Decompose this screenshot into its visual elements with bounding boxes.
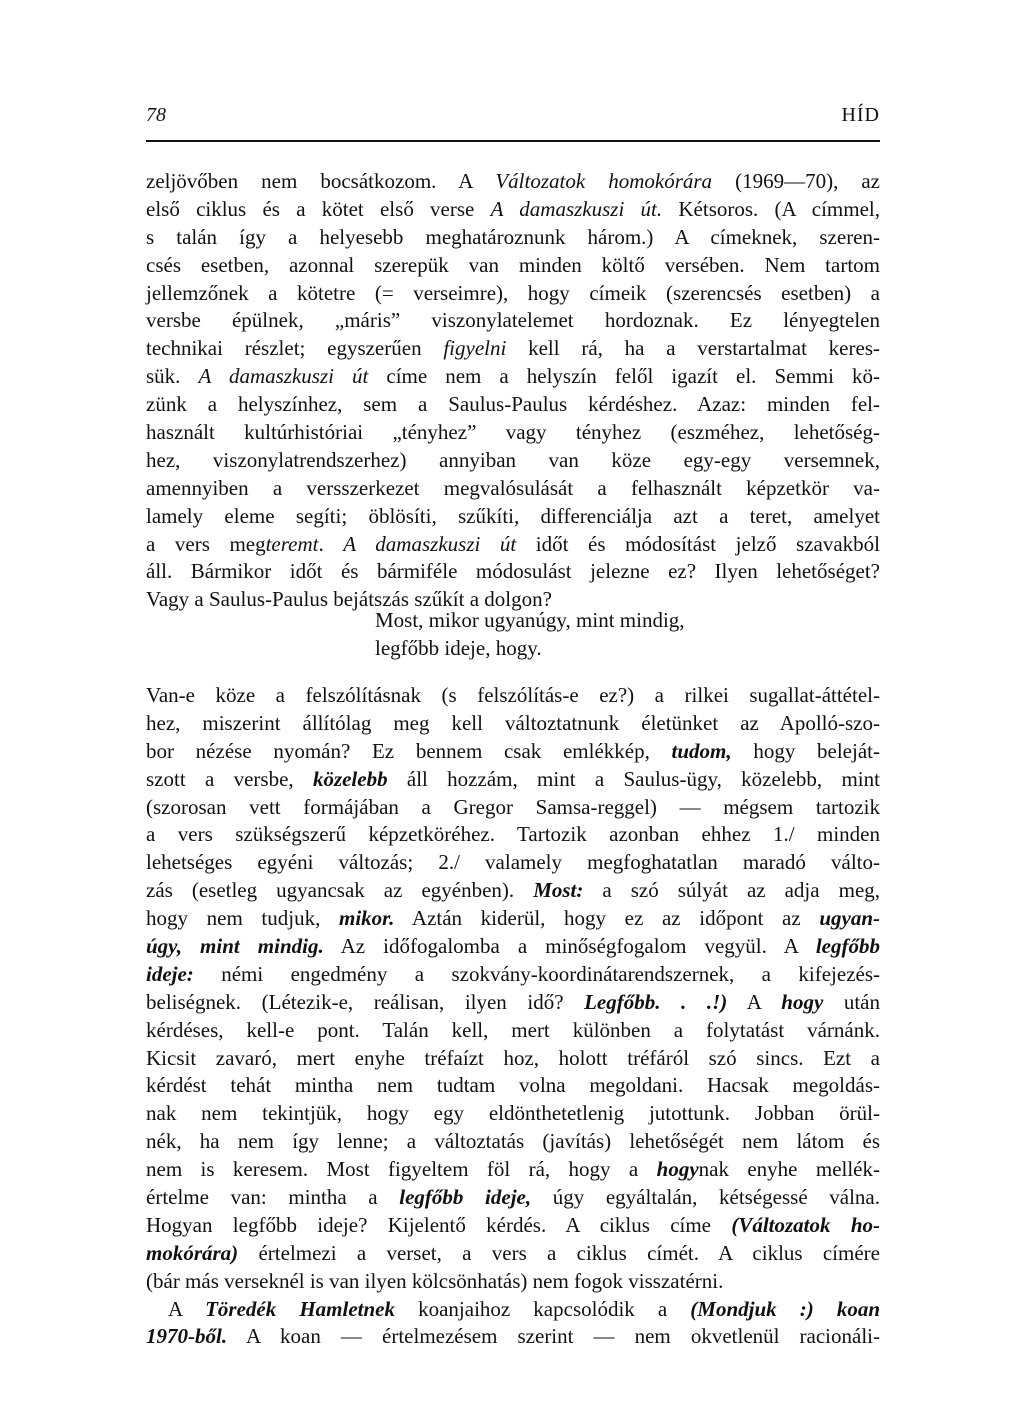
verse-line: legfőbb ideje, hogy.	[375, 635, 542, 660]
text-line	[146, 905, 880, 933]
text-run: (szorosan vett formájában a Gregor Samsa-reggel) — mégsem tartozik	[146, 794, 880, 819]
emphasized-text: figyelni	[443, 336, 507, 361]
text-run: címe nem a helyszín felől igazít el. Semmi kö-	[368, 364, 880, 389]
text-line	[146, 558, 880, 586]
text-run: Az időfogalomba a minőségfogalom vegyül. A	[323, 934, 816, 959]
text-run: a vers meg	[146, 531, 266, 556]
text-run: Vagy a Saulus-Paulus bejátszás szűkít a dolgon?	[146, 587, 552, 612]
text-line	[146, 196, 880, 224]
text-run: lehetséges egyéni változás; 2./ valamely megfoghatatlan maradó válto-	[146, 850, 880, 875]
text-run: után	[823, 989, 881, 1014]
text-run: némi engedmény a szokvány-koordinátarendszernek, a kifejezés-	[193, 961, 880, 986]
text-run: koanjaihoz kapcsolódik a	[395, 1296, 691, 1321]
text-line	[146, 710, 880, 738]
text-run: nak nem tekintjük, hogy egy eldönthetetlenig jutottunk. Jobban örül-	[146, 1101, 880, 1126]
text-line	[146, 1240, 880, 1268]
text-run: A	[168, 1296, 206, 1321]
text-line	[146, 794, 880, 822]
page-number: 78	[146, 104, 166, 126]
emphasized-text: mokórára)	[146, 1240, 239, 1265]
emphasized-text: legfőbb	[815, 934, 880, 959]
text-line	[146, 849, 880, 877]
text-line	[146, 280, 880, 308]
text-run: zeljövőben nem bocsátkozom. A	[146, 169, 496, 193]
text-line	[146, 1323, 880, 1351]
emphasized-text: (Változatok ho-	[731, 1212, 880, 1237]
paragraph-1	[146, 168, 880, 614]
text-run: hez, miszerint állítólag meg kell változtatnunk életünket az Apolló-szo-	[146, 710, 880, 735]
paragraph-2	[146, 682, 880, 1351]
emphasized-text: tudom,	[671, 738, 732, 763]
emphasized-text: mikor.	[338, 906, 395, 931]
text-run: beliségnek. (Létezik-e, reálisan, ilyen idő?	[146, 989, 585, 1014]
text-run: áll hozzám, mint a Saulus-ügy, közelebb, mint	[387, 766, 880, 791]
text-line	[146, 1296, 880, 1324]
page-header	[146, 104, 880, 140]
verse-quote	[375, 606, 875, 662]
emphasized-text: közelebb	[312, 766, 388, 791]
emphasized-text: (Mondjuk :) koan	[690, 1296, 880, 1321]
text-run: technikai részlet; egyszerűen	[146, 336, 444, 361]
emphasized-text: úgy, mint mindig.	[146, 934, 324, 959]
header-rule	[146, 140, 880, 142]
text-line	[146, 168, 880, 196]
text-run: a szó súlyát az adja meg,	[583, 878, 881, 903]
text-run: Kicsit zavaró, mert enyhe tréfaízt hoz, holott tréfáról szó sincs. Ezt a	[146, 1045, 880, 1070]
text-line	[146, 1184, 880, 1212]
emphasized-text: A damaszkuszi út.	[490, 196, 663, 221]
emphasized-text: Változatok homokórára	[495, 169, 713, 193]
emphasized-text: A damaszkuszi út	[198, 364, 369, 389]
text-run: kérdést tehát mintha nem tudtam volna megoldani. Hacsak megoldás-	[146, 1073, 880, 1098]
text-line	[146, 503, 880, 531]
text-line	[146, 738, 880, 766]
text-run: első ciklus és a kötet első verse	[146, 196, 491, 221]
text-run: kell rá, ha a verstartalmat keres-	[506, 336, 880, 361]
text-line	[146, 766, 880, 794]
text-line	[146, 307, 880, 335]
text-run: s talán így a helyesebb meghatároznunk három.) A címeknek, szeren-	[146, 224, 880, 249]
text-run: sük.	[146, 364, 199, 389]
text-line	[146, 224, 880, 252]
verse-line: Most, mikor ugyanúgy, mint mindig,	[375, 608, 685, 632]
emphasized-text: hogy	[781, 989, 824, 1014]
text-line	[146, 989, 880, 1017]
emphasized-text: Most:	[533, 878, 584, 903]
text-run: amennyiben a versszerkezet megvalósulását a felhasznált képzetkör va-	[146, 475, 880, 500]
text-run: jellemzőnek a kötetre (= verseimre), hogy címeik (szerencsés esetben) a	[146, 280, 880, 305]
text-run: zünk a helyszínhez, sem a Saulus-Paulus kérdéshez. Azaz: minden fel-	[146, 392, 880, 417]
text-run: csés esetben, azonnal szerepük van minden költő versében. Nem tartom	[146, 252, 880, 277]
text-run: szott a versbe,	[146, 766, 313, 791]
text-run: kérdéses, kell-e pont. Talán kell, mert különben a folytatást várnánk.	[146, 1017, 880, 1042]
text-run: bor nézése nyomán? Ez bennem csak emlékkép,	[146, 738, 672, 763]
text-line	[146, 391, 880, 419]
emphasized-text: 1970-ből.	[146, 1324, 228, 1349]
text-run: a vers szükségszerű képzetköréhez. Tartozik azonban ehhez 1./ minden	[146, 822, 880, 847]
text-run: úgy egyáltalán, kétségessé válna.	[531, 1185, 880, 1210]
text-run: hogy nem tudjuk,	[146, 906, 339, 931]
text-line	[146, 682, 880, 710]
text-line	[146, 1268, 880, 1296]
emphasized-text: Töredék Hamletnek	[205, 1296, 395, 1321]
text-line	[146, 821, 880, 849]
text-line	[146, 1212, 880, 1240]
emphasized-text: legfőbb ideje,	[399, 1185, 532, 1210]
emphasized-text: hogy	[656, 1157, 699, 1182]
text-line	[146, 475, 880, 503]
text-run: (bár más verseknél is van ilyen kölcsönhatás) nem fogok visszatérni.	[146, 1268, 724, 1293]
text-line	[146, 877, 880, 905]
emphasized-text: ugyan-	[819, 906, 880, 931]
text-run: lamely eleme segíti; öblösíti, szűkíti, differenciálja azt a teret, amelyet	[146, 503, 880, 528]
text-run: nem is keresem. Most figyeltem föl rá, hogy a	[146, 1157, 657, 1182]
text-line	[146, 933, 880, 961]
text-run: zás (esetleg ugyancsak az egyénben).	[146, 878, 534, 903]
text-run: Kétsoros. (A címmel,	[662, 196, 880, 221]
text-line	[146, 531, 880, 559]
text-run: Hogyan legfőbb ideje? Kijelentő kérdés. A ciklus címe	[146, 1212, 732, 1237]
text-run: értelmezi a verset, a vers a ciklus címét. A ciklus címére	[238, 1240, 880, 1265]
emphasized-text: ideje:	[146, 961, 194, 986]
text-run: nak enyhe mellék-	[698, 1157, 880, 1182]
emphasized-text: Legfőbb. . .!)	[584, 989, 728, 1014]
text-line	[146, 1100, 880, 1128]
text-line	[146, 961, 880, 989]
text-run: (1969—70), az	[712, 169, 880, 193]
text-run: A koan — értelmezésem szerint — nem okvetlenül racionáli-	[227, 1324, 880, 1349]
emphasized-text: teremt	[265, 531, 319, 556]
text-run: hez, viszonylatrendszerhez) annyiban van köze egy-egy versemnek,	[146, 447, 880, 472]
text-line	[146, 419, 880, 447]
text-run: áll. Bármikor időt és bármiféle módosulást jelezne ez? Ilyen lehetőséget?	[146, 559, 880, 584]
text-line	[146, 335, 880, 363]
text-line	[146, 1072, 880, 1100]
text-run: nék, ha nem így lenne; a változtatás (javítás) lehetőségét nem látom és	[146, 1129, 880, 1154]
text-line	[146, 1128, 880, 1156]
text-run: időt és módosítást jelző szavakból	[516, 531, 881, 556]
emphasized-text: A damaszkuszi út	[343, 531, 517, 556]
running-head: HÍD	[841, 104, 880, 126]
text-run: Aztán kiderül, hogy ez az időpont az	[394, 906, 820, 931]
text-line	[146, 1017, 880, 1045]
text-run: versbe épülnek, „máris” viszonylatelemet hordoznak. Ez lényegtelen	[146, 308, 880, 333]
text-run: .	[318, 531, 344, 556]
text-line	[146, 1045, 880, 1073]
text-line	[146, 252, 880, 280]
text-line	[146, 447, 880, 475]
text-run: A	[727, 989, 782, 1014]
text-run: hogy beleját-	[731, 738, 880, 763]
text-run: használt kultúrhistóriai „tényhez” vagy tényhez (eszméhez, lehetőség-	[146, 420, 880, 445]
text-line	[146, 1156, 880, 1184]
text-line	[146, 363, 880, 391]
text-run: értelme van: mintha a	[146, 1185, 400, 1210]
text-run: Van-e köze a felszólításnak (s felszólítás-e ez?) a rilkei sugallat-áttétel-	[146, 683, 880, 707]
